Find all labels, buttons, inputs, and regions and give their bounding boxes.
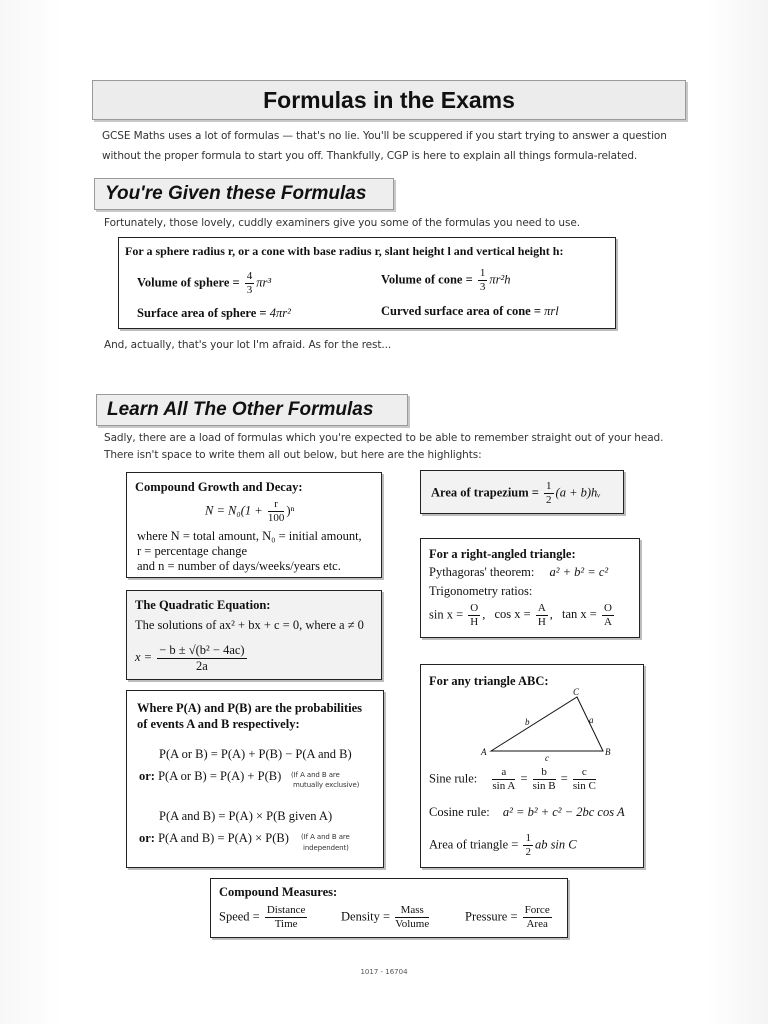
fraction-numerator: 1 [479, 267, 486, 279]
fraction-denominator: Area [526, 918, 548, 930]
probability-box [126, 690, 384, 868]
triangle-area-fraction [523, 833, 533, 858]
fraction-denominator: H [470, 616, 479, 628]
probability-formula-2: P(A or B) = P(A) + P(B) [158, 769, 282, 783]
density-formula [341, 905, 431, 930]
trapezium-fraction [544, 481, 554, 506]
compound-line-3: and n = number of days/weeks/years etc. [137, 559, 341, 573]
cone-volume-label: Volume of cone = [381, 272, 473, 287]
side-b-label: b [525, 717, 530, 727]
cosine-rule-row [429, 805, 625, 820]
fraction-numerator: 1 [546, 480, 552, 492]
compound-formula-end: )ⁿ [286, 503, 295, 518]
sine-rule-row: Sine rule: $\frac{a}{\text{sin A}}$ = $\frac{b}{\text{sin B}}$ = $\frac{c}{\text{sin C}}$ [429, 766, 596, 792]
or-label: or: [139, 831, 155, 845]
trapezium-formula [431, 481, 601, 506]
probability-formula-3: P(A and B) = P(A) × P(B given A) [159, 809, 333, 823]
probability-formula-2-row [139, 769, 281, 784]
intro-text [102, 126, 682, 166]
any-triangle-title: For any triangle ABC: [429, 674, 549, 688]
quadratic-title: The Quadratic Equation: [135, 598, 271, 612]
fraction-numerator: a [492, 767, 515, 780]
pythagoras-row [429, 565, 608, 580]
probability-note-4b: independent) [303, 844, 349, 852]
given-after-text: And, actually, that's your lot I'm afraid. As for the rest... [104, 339, 392, 351]
given-formulas-box [118, 237, 616, 329]
cone-volume-fraction [478, 268, 488, 293]
fraction-denominator: sin B [532, 780, 556, 792]
fraction-numerator: Mass [395, 905, 429, 918]
side-c-label: c [545, 753, 549, 763]
sin-fraction [468, 603, 480, 628]
probability-note-2a: (If A and B are [291, 771, 340, 779]
quadratic-fraction [157, 644, 246, 672]
intro-line-1: GCSE Maths uses a lot of formulas — that's no lie. You'll be scuppered if you start trying to answer a question [102, 130, 667, 142]
sine-fraction-c [573, 767, 596, 792]
pressure-fraction [523, 905, 552, 930]
sine-fraction-a [492, 767, 515, 792]
triangle-area-tail: ab sin C [534, 837, 577, 852]
learn-heading: Learn All The Other Formulas [107, 399, 374, 420]
cos-label: cos x = [494, 607, 531, 622]
probability-formula-4-row [139, 831, 289, 846]
cone-area-formula [381, 304, 559, 319]
fraction-denominator: H [537, 616, 546, 628]
triangle-shape [491, 697, 603, 751]
pythagoras-label: Pythagoras' theorem: [429, 565, 535, 579]
compound-growth-formula [205, 499, 294, 524]
learn-heading-bar [96, 394, 408, 426]
sine-fraction-b [533, 767, 556, 792]
fraction-numerator: b [533, 767, 556, 780]
trapezium-label: Area of trapezium = [431, 485, 539, 500]
fraction-denominator: 100 [267, 512, 285, 524]
right-triangle-title: For a right-angled triangle: [429, 547, 576, 561]
cone-area-tail: πrl [544, 304, 559, 318]
title-banner [92, 80, 686, 120]
fraction-denominator: 2 [525, 846, 531, 858]
probability-formula-4: P(A and B) = P(A) × P(B) [158, 831, 289, 845]
cos-fraction [536, 603, 548, 628]
trig-ratios-row: sin x = $\frac{O}{H}$ , cos x = $\frac{A}{H}$ , tan x = $\frac{O}{A}$ [429, 602, 612, 628]
learn-text-1: Sadly, there are a load of formulas which you're expected to be able to remember straight out of your head. [104, 432, 664, 444]
triangle-area-row [429, 833, 577, 858]
compound-growth-box [126, 472, 382, 578]
probability-formula-1: P(A or B) = P(A) + P(B) − P(A and B) [159, 747, 352, 761]
vertex-b-label: B [605, 747, 611, 757]
cosine-rule-formula: a² = b² + c² − 2bc cos A [502, 805, 625, 819]
compound-fraction [268, 499, 285, 524]
intro-line-2: without the proper formula to start you off. Thankfully, CGP is here to explain all things formula-related. [102, 150, 638, 162]
fraction-numerator: Force [524, 904, 550, 916]
trapezium-box [420, 470, 624, 514]
sphere-volume-tail: πr³ [256, 275, 272, 290]
fraction-numerator: r [268, 499, 285, 512]
pressure-label: Pressure = [465, 909, 518, 924]
probability-note-2b: mutually exclusive) [293, 781, 360, 789]
fraction-numerator: Distance [266, 904, 306, 916]
fraction-numerator: A [537, 602, 546, 614]
compound-measures-title: Compound Measures: [219, 885, 338, 899]
sphere-area-formula [137, 306, 291, 321]
trig-label: Trigonometry ratios: [429, 584, 533, 598]
compound-growth-title: Compound Growth and Decay: [135, 480, 303, 494]
fraction-denominator: sin A [492, 780, 516, 792]
fraction-denominator: Time [274, 918, 298, 930]
fraction-denominator: 2a [196, 658, 208, 673]
compound-measures-box [210, 878, 568, 938]
triangle-area-label: Area of triangle = [429, 837, 519, 852]
trapezium-tail: (a + b)hᵥ [555, 485, 601, 500]
quadratic-box [126, 590, 382, 680]
probability-note-4a: (If A and B are [301, 833, 350, 841]
fraction-denominator: A [603, 616, 612, 628]
quadratic-x-label: x = [135, 649, 153, 664]
sphere-area-label: Surface area of sphere = [137, 306, 267, 320]
quadratic-line-1: The solutions of ax² + bx + c = 0, where a ≠ 0 [135, 618, 364, 632]
speed-fraction [265, 905, 307, 930]
fraction-numerator: 1 [525, 832, 531, 844]
speed-label: Speed = [219, 909, 260, 924]
given-box-header: For a sphere radius r, or a cone with base radius r, slant height l and vertical height h: [125, 244, 564, 258]
cosine-rule-label: Cosine rule: [429, 805, 490, 819]
page-footer-code: 1017 - 16704 [360, 968, 408, 976]
fraction-numerator: c [573, 767, 596, 780]
sphere-volume-formula [137, 271, 271, 296]
compound-line-1: where N = total amount, N₀ = initial amount, [137, 529, 362, 543]
probability-title-2: of events A and B respectively: [137, 717, 300, 731]
vertex-a-label: A [481, 747, 487, 757]
any-triangle-box [420, 664, 644, 868]
cone-area-label: Curved surface area of cone = [381, 304, 541, 318]
given-heading: You're Given these Formulas [105, 183, 367, 204]
cone-volume-formula [381, 268, 510, 293]
given-text: Fortunately, those lovely, cuddly examiners give you some of the formulas you need to use. [104, 217, 580, 229]
right-triangle-box [420, 538, 640, 638]
fraction-numerator: O [470, 602, 479, 614]
fraction-denominator: Volume [395, 918, 430, 930]
sphere-area-tail: 4πr² [269, 306, 291, 320]
fraction-numerator: O [603, 602, 612, 614]
learn-text-2: There isn't space to write them all out below, but here are the highlights: [104, 449, 482, 461]
fraction-numerator: − b ± √(b² − 4ac) [159, 643, 245, 657]
sphere-volume-fraction [245, 271, 255, 296]
page-title: Formulas in the Exams [263, 87, 515, 113]
speed-formula [219, 905, 309, 930]
fraction-numerator: 4 [246, 270, 253, 282]
tan-label: tan x = [562, 607, 597, 622]
density-label: Density = [341, 909, 391, 924]
fraction-denominator: 3 [246, 284, 253, 296]
sphere-volume-label: Volume of sphere = [137, 275, 240, 290]
fraction-denominator: sin C [572, 780, 596, 792]
quadratic-formula [135, 644, 249, 672]
sine-rule-label: Sine rule: [429, 771, 478, 786]
or-label: or: [139, 769, 155, 783]
density-fraction [395, 905, 429, 930]
compound-formula-start: N = N₀(1 + [205, 503, 263, 518]
fraction-denominator: 3 [479, 281, 486, 293]
cone-volume-tail: πr²h [489, 272, 511, 287]
vertex-c-label: C [573, 687, 580, 697]
probability-title-1: Where P(A) and P(B) are the probabilities [137, 701, 362, 715]
sin-label: sin x = [429, 607, 464, 622]
side-a-label: a [589, 715, 594, 725]
fraction-denominator: 2 [546, 494, 552, 506]
pythagoras-formula: a² + b² = c² [549, 565, 609, 579]
pressure-formula [465, 905, 554, 930]
compound-line-2: r = percentage change [137, 544, 248, 558]
tan-fraction [602, 603, 614, 628]
given-heading-bar [94, 178, 394, 210]
